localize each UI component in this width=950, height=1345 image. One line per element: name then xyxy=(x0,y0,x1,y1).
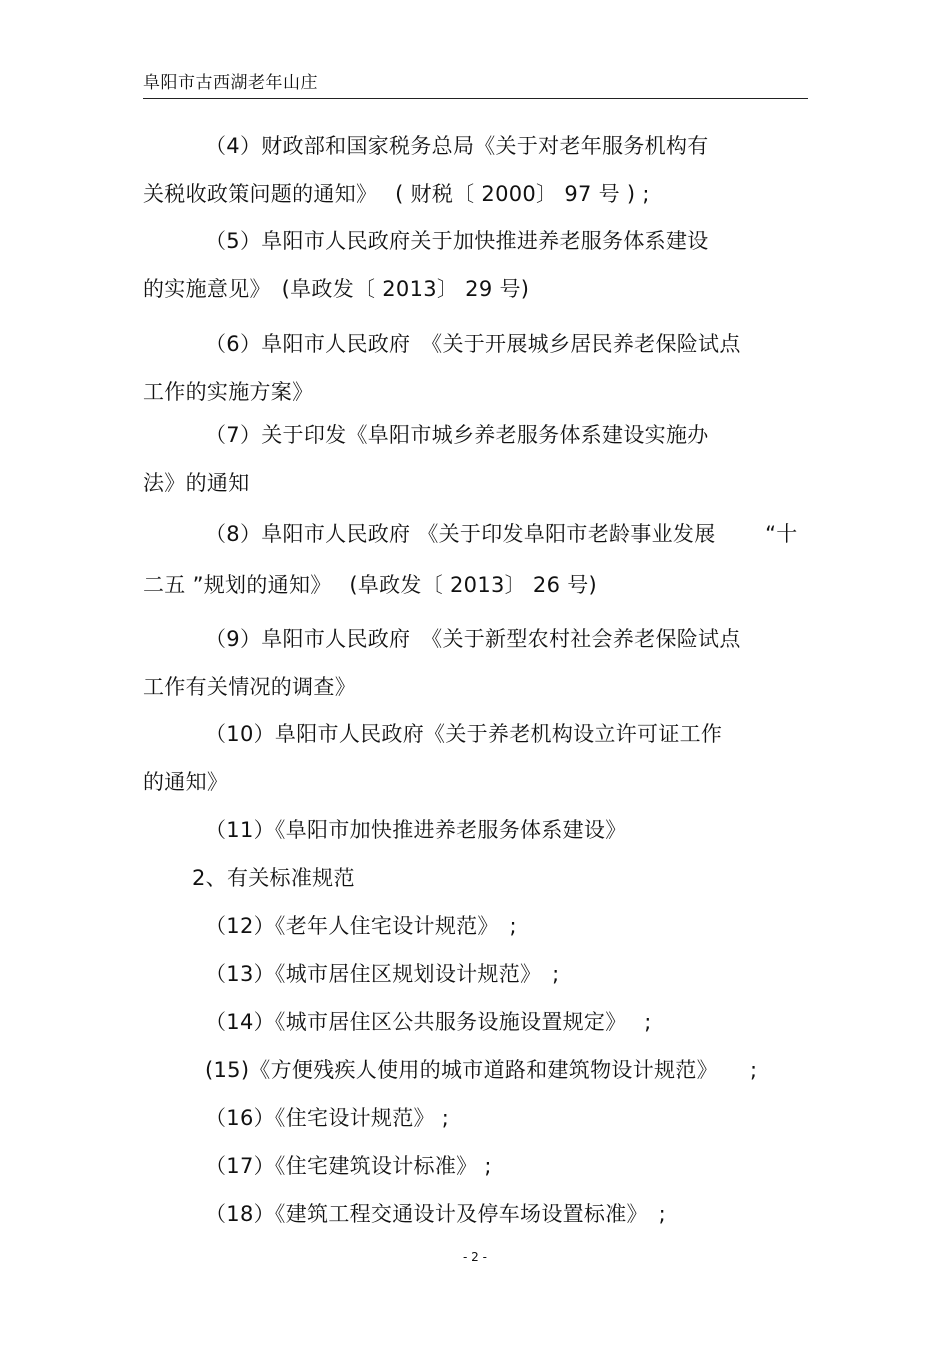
text-line: （8）阜阳市人民政府 《关于印发阜阳市老龄事业发展 “十 xyxy=(205,522,798,546)
text-line: 的通知》 xyxy=(143,770,229,794)
text-line: （11）《阜阳市加快推进养老服务体系建设》 xyxy=(205,818,627,842)
text-line: 关税收政策问题的通知》 ( 财税〔 2000〕 97 号 ) ; xyxy=(143,182,650,206)
text-line: 工作有关情况的调查》 xyxy=(143,675,356,699)
text-line: （14）《城市居住区公共服务设施设置规定》 ; xyxy=(205,1010,652,1034)
text-line: （9）阜阳市人民政府 《关于新型农村社会养老保险试点 xyxy=(205,627,741,651)
text-line: （17）《住宅建筑设计标准》 ; xyxy=(205,1154,492,1178)
text-line: 的实施意见》 (阜政发〔 2013〕 29 号) xyxy=(143,277,530,301)
text-line: （16）《住宅设计规范》 ; xyxy=(205,1106,450,1130)
text-line: （7）关于印发《阜阳市城乡养老服务体系建设实施办 xyxy=(205,423,709,447)
text-line: 二五 ”规划的通知》 (阜政发〔 2013〕 26 号) xyxy=(143,573,598,597)
text-line: （6）阜阳市人民政府 《关于开展城乡居民养老保险试点 xyxy=(205,332,741,356)
text-line: （12）《老年人住宅设计规范》 ; xyxy=(205,914,517,938)
text-line: （18）《建筑工程交通设计及停车场设置标准》 ; xyxy=(205,1202,666,1226)
header-title: 阜阳市古西湖老年山庄 xyxy=(143,73,318,93)
text-line: 法》的通知 xyxy=(143,471,250,495)
text-line: 工作的实施方案》 xyxy=(143,380,314,404)
page-header xyxy=(143,66,808,99)
section-heading: 2、有关标准规范 xyxy=(192,866,355,890)
text-line: （4）财政部和国家税务总局《关于对老年服务机构有 xyxy=(205,134,709,158)
text-line: （10）阜阳市人民政府《关于养老机构设立许可证工作 xyxy=(205,722,723,746)
text-line: (15)《方便残疾人使用的城市道路和建筑物设计规范》 ; xyxy=(205,1058,758,1082)
page-number: - 2 - xyxy=(463,1250,487,1264)
text-line: （13）《城市居住区规划设计规范》 ; xyxy=(205,962,560,986)
text-line: （5）阜阳市人民政府关于加快推进养老服务体系建设 xyxy=(205,229,709,253)
